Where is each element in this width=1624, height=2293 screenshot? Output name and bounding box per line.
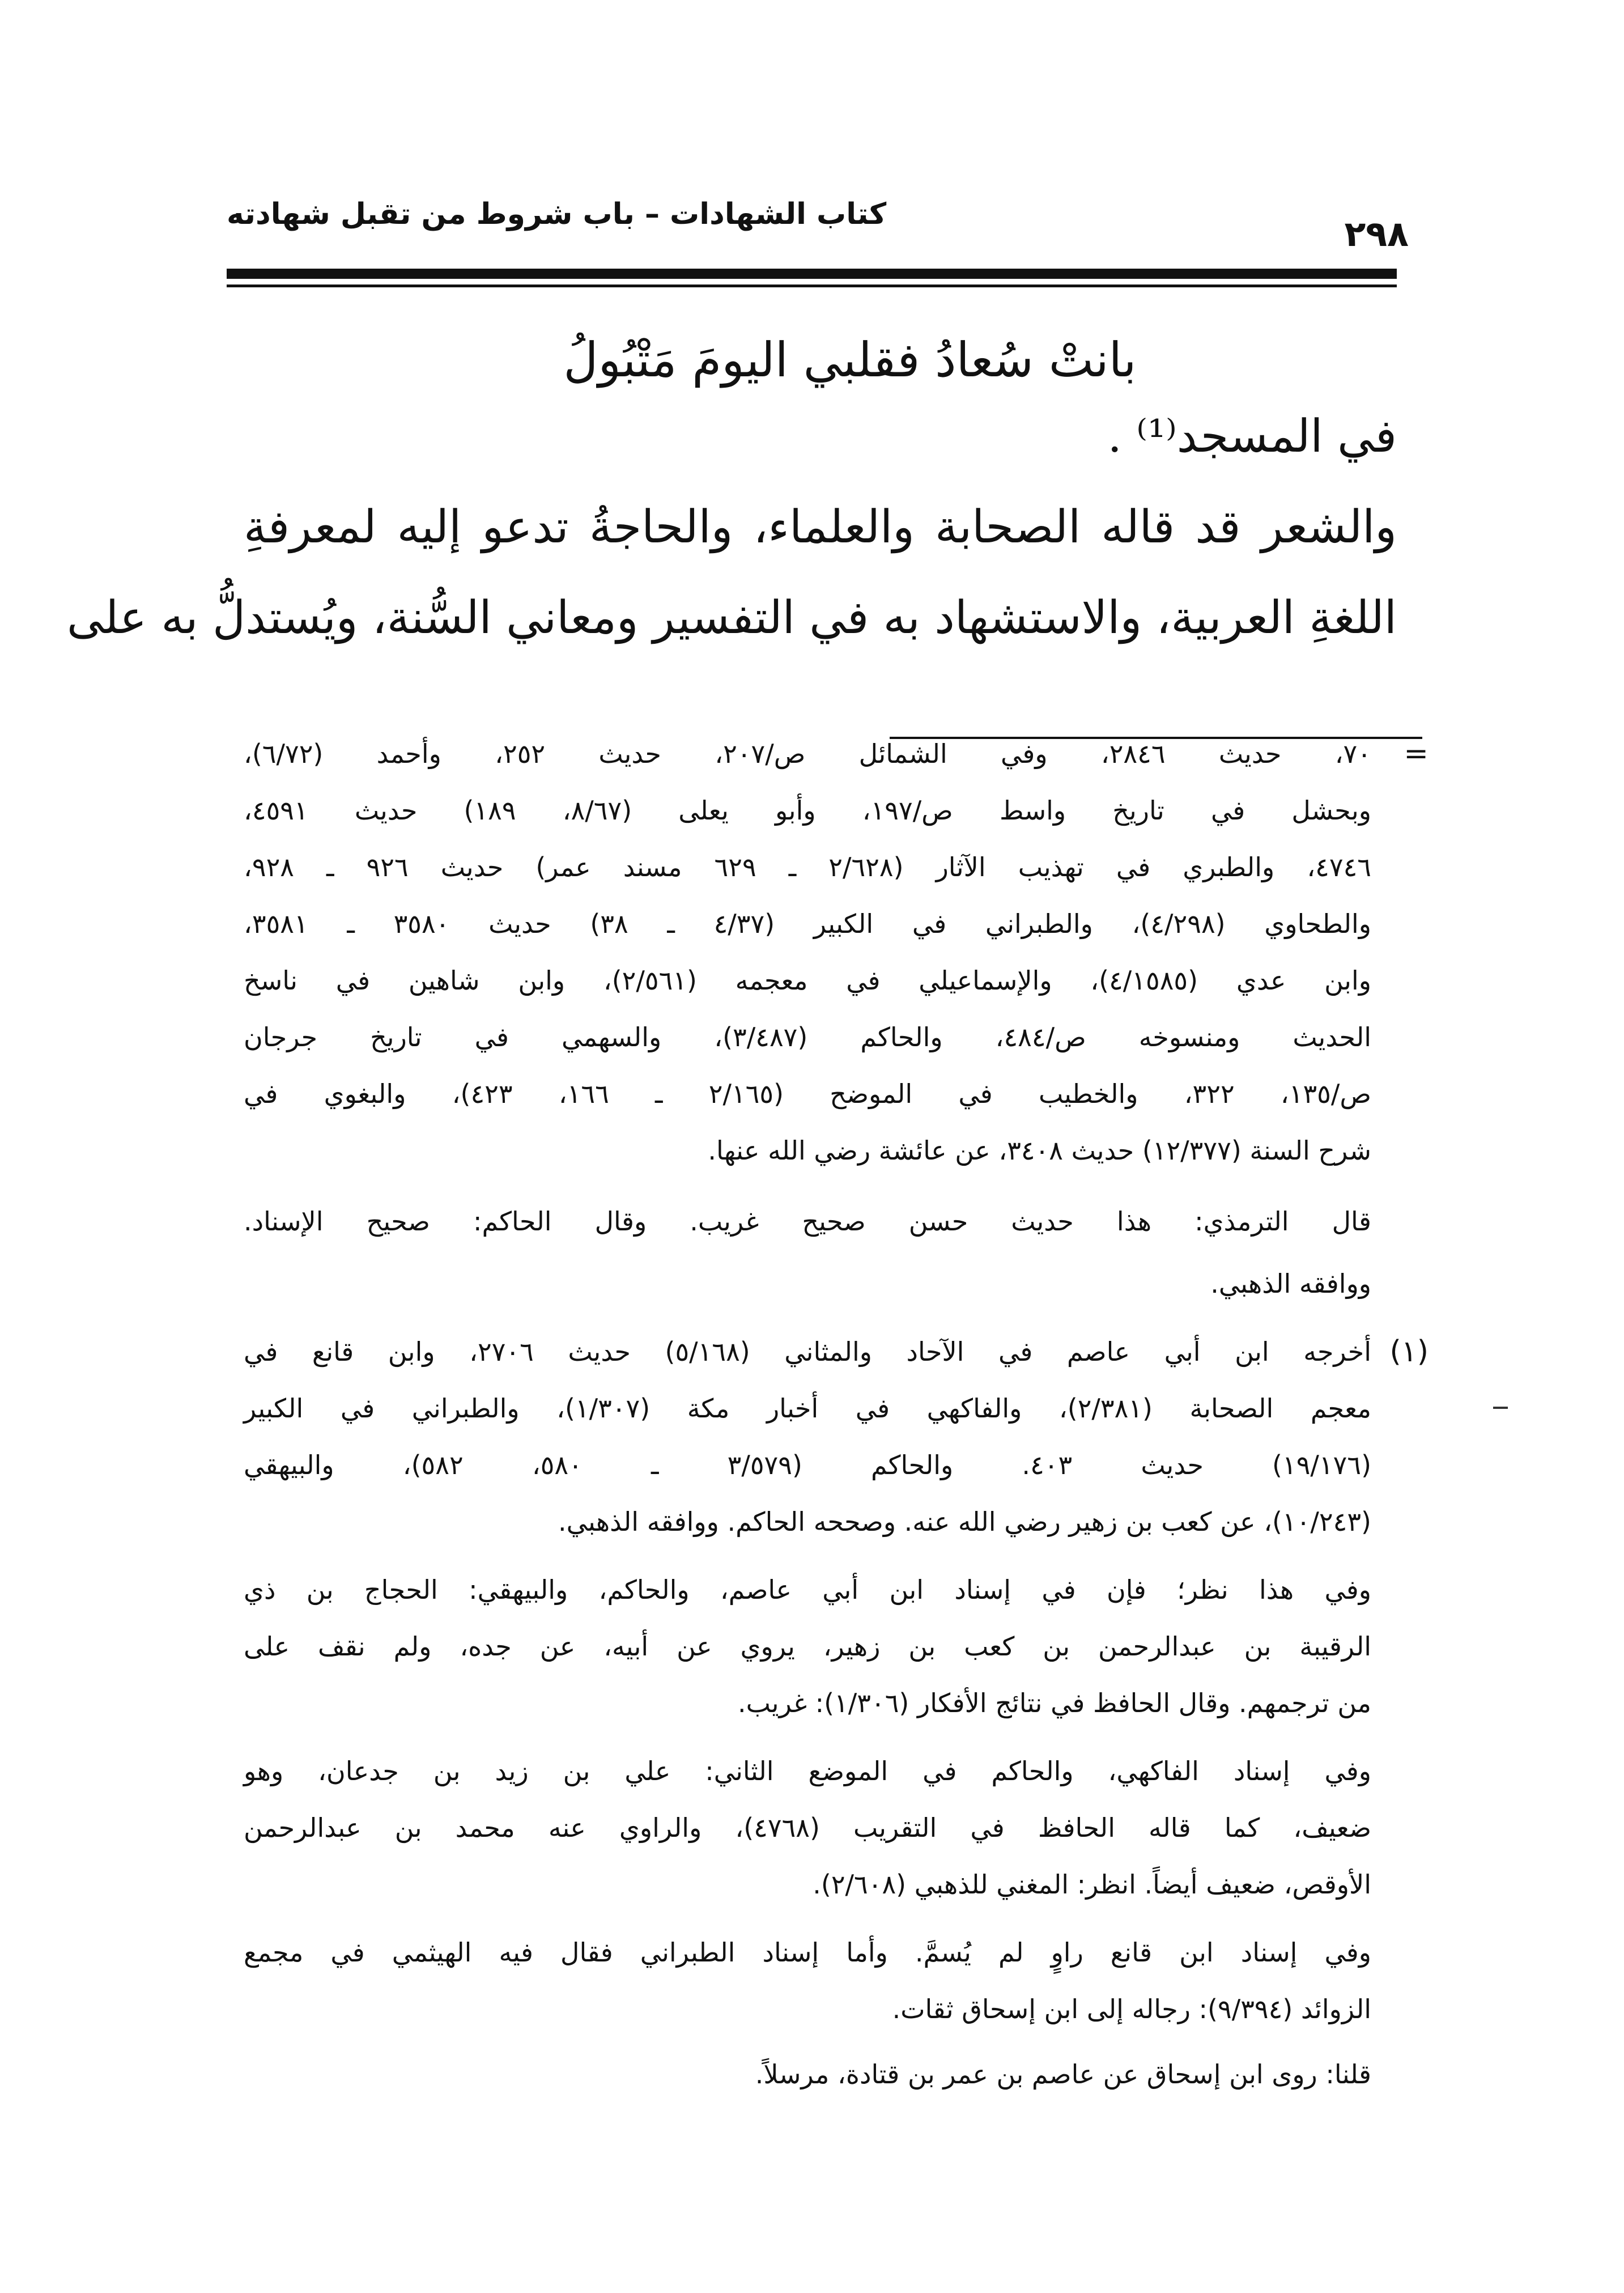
footnote-line: الرقيبة بن عبدالرحمن بن كعب بن زهير، يروي عن أبيه، عن جده، ولم نقف على	[244, 1631, 1371, 1662]
footnote-continuation-mark: =	[1404, 737, 1429, 771]
footnote-line: وفي إسناد الفاكهي، والحاكم في الموضع الثاني: علي بن زيد بن جدعان، وهو	[244, 1756, 1371, 1786]
poem-verse: بانتْ سُعادُ فقلبي اليومَ مَتْبُولُ	[563, 332, 1137, 388]
body-line: والشعر قد قاله الصحابة والعلماء، والحاجةُ تدعو إليه لمعرفةِ	[244, 500, 1397, 553]
footnote-line: ضعيف، كما قاله الحافظ في التقريب (٤٧٦٨)، والراوي عنه محمد بن عبدالرحمن	[244, 1812, 1371, 1843]
footnote-line: معجم الصحابة (٢/٣٨١)، والفاكهي في أخبار مكة (١/٣٠٧)، والطبراني في الكبير	[244, 1393, 1371, 1424]
body-line: في المسجد⁽¹⁾ .	[1107, 410, 1397, 462]
margin-mark	[1493, 1407, 1508, 1409]
body-line: اللغةِ العربية، والاستشهاد به في التفسير ومعاني السُّنة، ويُستدلُّ به على	[67, 591, 1397, 644]
footnote-line: قال الترمذي: هذا حديث حسن صحيح غريب. وقال الحاكم: صحيح الإسناد.	[244, 1206, 1371, 1237]
footnote-line: ص/١٣٥، ٣٢٢، والخطيب في الموضح (٢/١٦٥ ـ ١٦٦، ٤٢٣)، والبغوي في	[244, 1078, 1372, 1109]
footnote-line: شرح السنة (١٢/٣٧٧) حديث ٣٤٠٨، عن عائشة رضي الله عنها.	[708, 1135, 1371, 1166]
footnote-line: أخرجه ابن أبي عاصم في الآحاد والمثاني (٥/١٦٨) حديث ٢٧٠٦، وابن قانع في	[244, 1336, 1371, 1367]
footnote-line: قلنا: روى ابن إسحاق عن عاصم بن عمر بن قتادة، مرسلاً.	[755, 2059, 1371, 2090]
footnote-line: الأوقص، ضعيف أيضاً. انظر: المغني للذهبي (٢/٦٠٨).	[813, 1869, 1371, 1900]
footnote-line: ٧٠، حديث ٢٨٤٦، وفي الشمائل ص/٢٠٧، حديث ٢٥٢، وأحمد (٦/٧٢)،	[244, 738, 1371, 769]
page-number: ٢٩٨	[1344, 213, 1409, 254]
header-rule-thick	[227, 269, 1397, 279]
footnote-line: وفي هذا نظر؛ فإن في إسناد ابن أبي عاصم، والحاكم، والبيهقي: الحجاج بن ذي	[244, 1574, 1371, 1605]
header-rule-thin	[227, 284, 1397, 287]
header-title: كتاب الشهادات – باب شروط من تقبل شهادته	[227, 197, 887, 231]
footnote-number: (١)	[1389, 1335, 1429, 1369]
footnote-line: ووافقه الذهبي.	[1210, 1268, 1371, 1299]
footnote-line: وبحشل في تاريخ واسط ص/١٩٧، وأبو يعلى (٨/٦٧، ١٨٩) حديث ٤٥٩١،	[244, 795, 1371, 826]
footnote-line: (١٠/٢٤٣)، عن كعب بن زهير رضي الله عنه. وصححه الحاكم. ووافقه الذهبي.	[558, 1506, 1371, 1537]
footnote-line: وابن عدي (٤/١٥٨٥)، والإسماعيلي في معجمه (٢/٥٦١)، وابن شاهين في ناسخ	[244, 965, 1371, 996]
footnote-line: الحديث ومنسوخه ص/٤٨٤، والحاكم (٣/٤٨٧)، والسهمي في تاريخ جرجان	[244, 1022, 1371, 1052]
footnote-line: ٤٧٤٦، والطبري في تهذيب الآثار (٢/٦٢٨ ـ ٦٢٩ مسند عمر) حديث ٩٢٦ ـ ٩٢٨،	[244, 852, 1371, 882]
footnote-line: والطحاوي (٤/٢٩٨)، والطبراني في الكبير (٤/٣٧ ـ ٣٨) حديث ٣٥٨٠ ـ ٣٥٨١،	[244, 908, 1371, 939]
footnote-line: (١٩/١٧٦) حديث ٤٠٣. والحاكم (٣/٥٧٩ ـ ٥٨٠، ٥٨٢)، والبيهقي	[244, 1450, 1372, 1480]
footnote-line: الزوائد (٩/٣٩٤): رجاله إلى ابن إسحاق ثقات.	[892, 1994, 1371, 2024]
footnote-line: من ترجمهم. وقال الحافظ في نتائج الأفكار (١/٣٠٦): غريب.	[737, 1688, 1371, 1718]
footnote-line: وفي إسناد ابن قانع راوٍ لم يُسمَّ. وأما إسناد الطبراني فقال فيه الهيثمي في مجمع	[244, 1937, 1371, 1968]
